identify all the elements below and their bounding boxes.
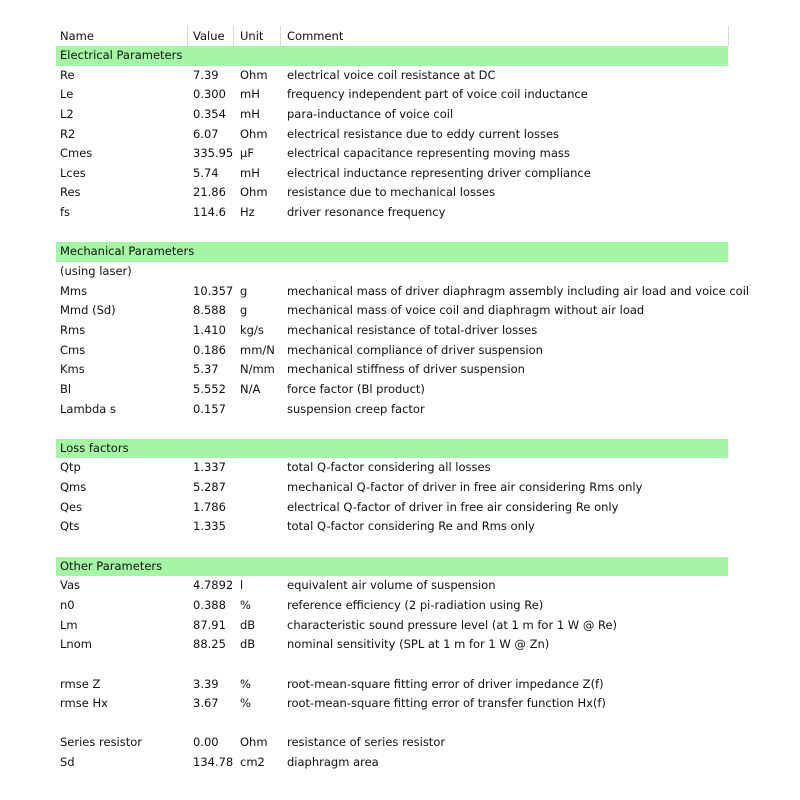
param-unit: Ohm	[240, 185, 268, 200]
param-value: 3.67	[193, 696, 219, 711]
param-name: n0	[60, 597, 75, 612]
table-row[interactable]	[56, 125, 728, 145]
section-title: Loss factors	[60, 440, 129, 455]
section-header-mechanical	[56, 242, 728, 262]
table-row[interactable]	[56, 183, 728, 203]
section-title: Mechanical Parameters	[60, 244, 195, 259]
param-name: Series resistor	[60, 735, 143, 750]
column-header-value[interactable]: Value	[193, 29, 225, 43]
param-comment: reference efficiency (2 pi-radiation using Re)	[287, 597, 544, 612]
param-value: 5.287	[193, 480, 226, 495]
table-row[interactable]	[56, 380, 728, 400]
param-unit: µF	[240, 146, 254, 161]
blank-row	[56, 714, 728, 734]
table-row[interactable]	[56, 282, 750, 302]
blank-row	[56, 537, 728, 557]
param-unit: mH	[240, 106, 260, 121]
table-row[interactable]	[56, 458, 728, 478]
param-value: 3.39	[193, 676, 219, 691]
section-title: Other Parameters	[60, 558, 163, 573]
param-value: 1.410	[193, 322, 226, 337]
param-unit: Ohm	[240, 126, 268, 141]
param-value: 335.95	[193, 146, 234, 161]
param-name: Qes	[60, 499, 83, 514]
param-comment: mechanical compliance of driver suspension	[287, 342, 543, 357]
param-comment: mechanical mass of voice coil and diaphragm without air load	[287, 303, 645, 318]
param-value: 0.354	[193, 106, 226, 121]
param-comment: resistance of series resistor	[287, 735, 446, 750]
param-comment: electrical resistance due to eddy current losses	[287, 126, 560, 141]
param-value: 5.74	[193, 165, 219, 180]
parameter-table	[56, 26, 750, 773]
param-value: 1.335	[193, 519, 226, 534]
param-value: 5.552	[193, 381, 226, 396]
param-value: 6.07	[193, 126, 219, 141]
param-comment: mechanical resistance of total-driver losses	[287, 322, 538, 337]
table-row[interactable]	[56, 105, 728, 125]
blank-row	[56, 655, 728, 675]
param-unit: %	[240, 696, 251, 711]
param-comment: electrical voice coil resistance at DC	[287, 67, 496, 82]
param-comment: driver resonance frequency	[287, 205, 446, 220]
param-comment: mechanical stiffness of driver suspension	[287, 362, 525, 377]
column-header-unit[interactable]: Unit	[240, 29, 264, 43]
table-row[interactable]	[56, 753, 728, 773]
param-unit: kg/s	[240, 322, 264, 337]
param-name: Vas	[60, 578, 81, 593]
param-name: Lnom	[60, 637, 92, 652]
param-unit: %	[240, 676, 251, 691]
section-header-loss-factors	[56, 439, 728, 459]
param-name: Le	[60, 87, 74, 102]
param-value: 1.337	[193, 460, 226, 475]
param-name: Cms	[60, 342, 86, 357]
column-header-name[interactable]: Name	[60, 29, 94, 43]
param-unit: g	[240, 283, 248, 298]
column-separator[interactable]	[728, 26, 729, 46]
table-row[interactable]	[56, 635, 728, 655]
param-comment: mechanical mass of driver diaphragm assembly including air load and voice coil	[287, 283, 750, 298]
param-name: Qtp	[60, 460, 81, 475]
param-value: 114.6	[193, 205, 226, 220]
section-header-electrical	[56, 46, 728, 66]
param-name: Mms	[60, 283, 88, 298]
param-value: 0.157	[193, 401, 226, 416]
table-row[interactable]	[56, 144, 728, 164]
table-row[interactable]	[56, 517, 728, 537]
column-separator[interactable]	[233, 26, 234, 46]
column-separator[interactable]	[187, 26, 188, 46]
param-unit: dB	[240, 637, 256, 652]
param-value: 8.588	[193, 303, 226, 318]
param-comment: resistance due to mechanical losses	[287, 185, 496, 200]
param-value: 87.91	[193, 617, 226, 632]
param-name: L2	[60, 106, 74, 121]
param-comment: equivalent air volume of suspension	[287, 578, 496, 593]
param-unit: Ohm	[240, 735, 268, 750]
param-unit: %	[240, 597, 251, 612]
table-row[interactable]	[56, 360, 728, 380]
param-value: 4.7892	[193, 578, 234, 593]
param-name: Lces	[60, 165, 86, 180]
table-row[interactable]	[56, 85, 728, 105]
table-row[interactable]	[56, 576, 728, 596]
table-row[interactable]	[56, 596, 728, 616]
param-unit: N/mm	[240, 362, 275, 377]
table-header	[56, 26, 728, 46]
param-name: R2	[60, 126, 76, 141]
param-value: 5.37	[193, 362, 219, 377]
section-header-other	[56, 557, 728, 577]
param-comment: electrical inductance representing driver compliance	[287, 165, 591, 180]
blank-row	[56, 419, 728, 439]
param-comment: total Q-factor considering Re and Rms only	[287, 519, 535, 534]
param-comment: frequency independent part of voice coil inductance	[287, 87, 588, 102]
table-row[interactable]	[56, 66, 728, 86]
param-name: rmse Hx	[60, 696, 108, 711]
param-comment: mechanical Q-factor of driver in free air considering Rms only	[287, 480, 643, 495]
table-row[interactable]	[56, 478, 728, 498]
param-name: Lambda s	[60, 401, 116, 416]
table-row[interactable]	[56, 694, 728, 714]
param-unit: mH	[240, 87, 260, 102]
param-value: 1.786	[193, 499, 226, 514]
param-name: Rms	[60, 322, 86, 337]
param-name: Lm	[60, 617, 78, 632]
param-unit: l	[240, 578, 244, 593]
section-note-row	[56, 262, 728, 282]
param-name: Qts	[60, 519, 80, 534]
blank-row	[56, 223, 728, 243]
param-unit: dB	[240, 617, 256, 632]
section-note: (using laser)	[60, 264, 132, 279]
param-comment: characteristic sound pressure level (at 1 m for 1 W @ Re)	[287, 617, 618, 632]
param-comment: suspension creep factor	[287, 401, 425, 416]
param-value: 134.78	[193, 755, 234, 770]
table-row[interactable]	[56, 341, 728, 361]
param-value: 0.00	[193, 735, 219, 750]
param-name: rmse Z	[60, 676, 101, 691]
param-unit: N/A	[240, 381, 261, 396]
param-name: Re	[60, 67, 75, 82]
param-comment: electrical capacitance representing moving mass	[287, 146, 570, 161]
param-value: 7.39	[193, 67, 219, 82]
param-value: 0.300	[193, 87, 226, 102]
table-row[interactable]	[56, 733, 728, 753]
param-comment: root-mean-square fitting error of transfer function Hx(f)	[287, 696, 606, 711]
param-comment: diaphragm area	[287, 755, 379, 770]
param-comment: electrical Q-factor of driver in free air considering Re only	[287, 499, 619, 514]
param-name: Mmd (Sd)	[60, 303, 116, 318]
table-row[interactable]	[56, 616, 728, 636]
param-name: Sd	[60, 755, 75, 770]
param-unit: mm/N	[240, 342, 275, 357]
param-comment: total Q-factor considering all losses	[287, 460, 491, 475]
param-name: Qms	[60, 480, 87, 495]
table-row[interactable]	[56, 164, 728, 184]
section-title: Electrical Parameters	[60, 48, 183, 62]
param-comment: nominal sensitivity (SPL at 1 m for 1 W @ Zn)	[287, 637, 550, 652]
table-row[interactable]	[56, 400, 728, 420]
param-unit: Ohm	[240, 67, 268, 82]
table-row[interactable]	[56, 203, 728, 223]
param-unit: mH	[240, 165, 260, 180]
param-unit: cm2	[240, 755, 265, 770]
table-row[interactable]	[56, 498, 728, 518]
column-separator[interactable]	[280, 26, 281, 46]
table-row[interactable]	[56, 321, 728, 341]
param-value: 10.357	[193, 283, 234, 298]
param-name: Cmes	[60, 146, 93, 161]
param-name: Res	[60, 185, 81, 200]
param-value: 0.186	[193, 342, 226, 357]
param-name: Kms	[60, 362, 85, 377]
param-comment: root-mean-square fitting error of driver impedance Z(f)	[287, 676, 604, 691]
param-value: 0.388	[193, 597, 226, 612]
param-unit: Hz	[240, 205, 255, 220]
param-comment: para-inductance of voice coil	[287, 106, 454, 121]
column-header-comment[interactable]: Comment	[287, 29, 344, 43]
param-comment: force factor (Bl product)	[287, 381, 425, 396]
table-row[interactable]	[56, 675, 728, 695]
param-name: Bl	[60, 381, 72, 396]
param-value: 21.86	[193, 185, 226, 200]
param-value: 88.25	[193, 637, 226, 652]
table-row[interactable]	[56, 301, 728, 321]
param-name: fs	[60, 205, 71, 220]
param-unit: g	[240, 303, 248, 318]
